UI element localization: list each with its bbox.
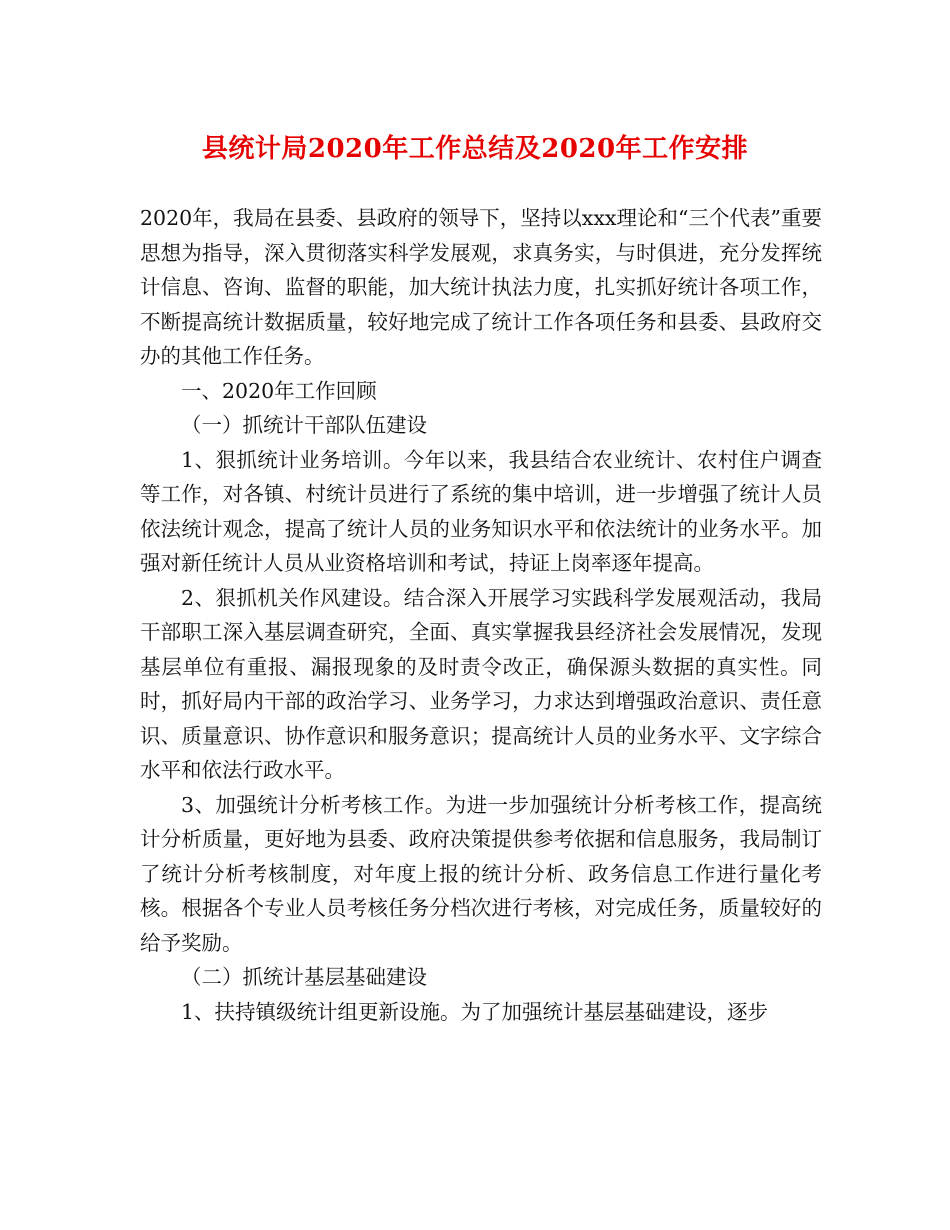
document-title: 县统计局2020年工作总结及2020年工作安排	[201, 134, 749, 164]
intro-paragraph: 2020年，我局在县委、县政府的领导下，坚持以xxx理论和“三个代表”重要思想为指导，深入贯彻落实科学发展观，求真务实，与时俱进，充分发挥统计信息、咨询、监督的职能，加大统计执法力度，扎实抓好统计各项工作，不断提高统计数据质量，较好地完成了统计工作各项任务和县委、县政府交办的其他工作任务。	[140, 206, 822, 368]
body-paragraph: 1、狠抓统计业务培训。今年以来，我县结合农业统计、农村住户调查等工作，对各镇、村统计员进行了系统的集中培训，进一步增强了统计人员依法统计观念，提高了统计人员的业务知识水平和依法统计的业务水平。加强对新任统计人员从业资格培训和考试，持证上岗率逐年提高。	[140, 447, 822, 575]
subsection-heading: （一）抓统计干部队伍建设	[181, 413, 427, 437]
subsection-heading: （二）抓统计基层基础建设	[181, 965, 427, 989]
section-heading: 一、2020年工作回顾	[181, 378, 377, 403]
body-paragraph: 2、狠抓机关作风建设。结合深入开展学习实践科学发展观活动，我局干部职工深入基层调查研究，全面、真实掌握我县经济社会发展情况，发现基层单位有重报、漏报现象的及时责令改正，确保源头数据的真实性。同时，抓好局内干部的政治学习、业务学习，力求达到增强政治意识、责任意识、质量意识、协作意识和服务意识；提高统计人员的业务水平、文字综合水平和依法行政水平。	[140, 585, 822, 782]
document-body	[140, 201, 822, 1029]
body-paragraph: 3、加强统计分析考核工作。为进一步加强统计分析考核工作，提高统计分析质量，更好地为县委、政府决策提供参考依据和信息服务，我局制订了统计分析考核制度，对年度上报的统计分析、政务信息工作进行量化考核。根据各个专业人员考核任务分档次进行考核，对完成任务，质量较好的给予奖励。	[140, 792, 822, 955]
body-paragraph: 1、扶持镇级统计组更新设施。为了加强统计基层基础建设，逐步	[181, 999, 769, 1024]
